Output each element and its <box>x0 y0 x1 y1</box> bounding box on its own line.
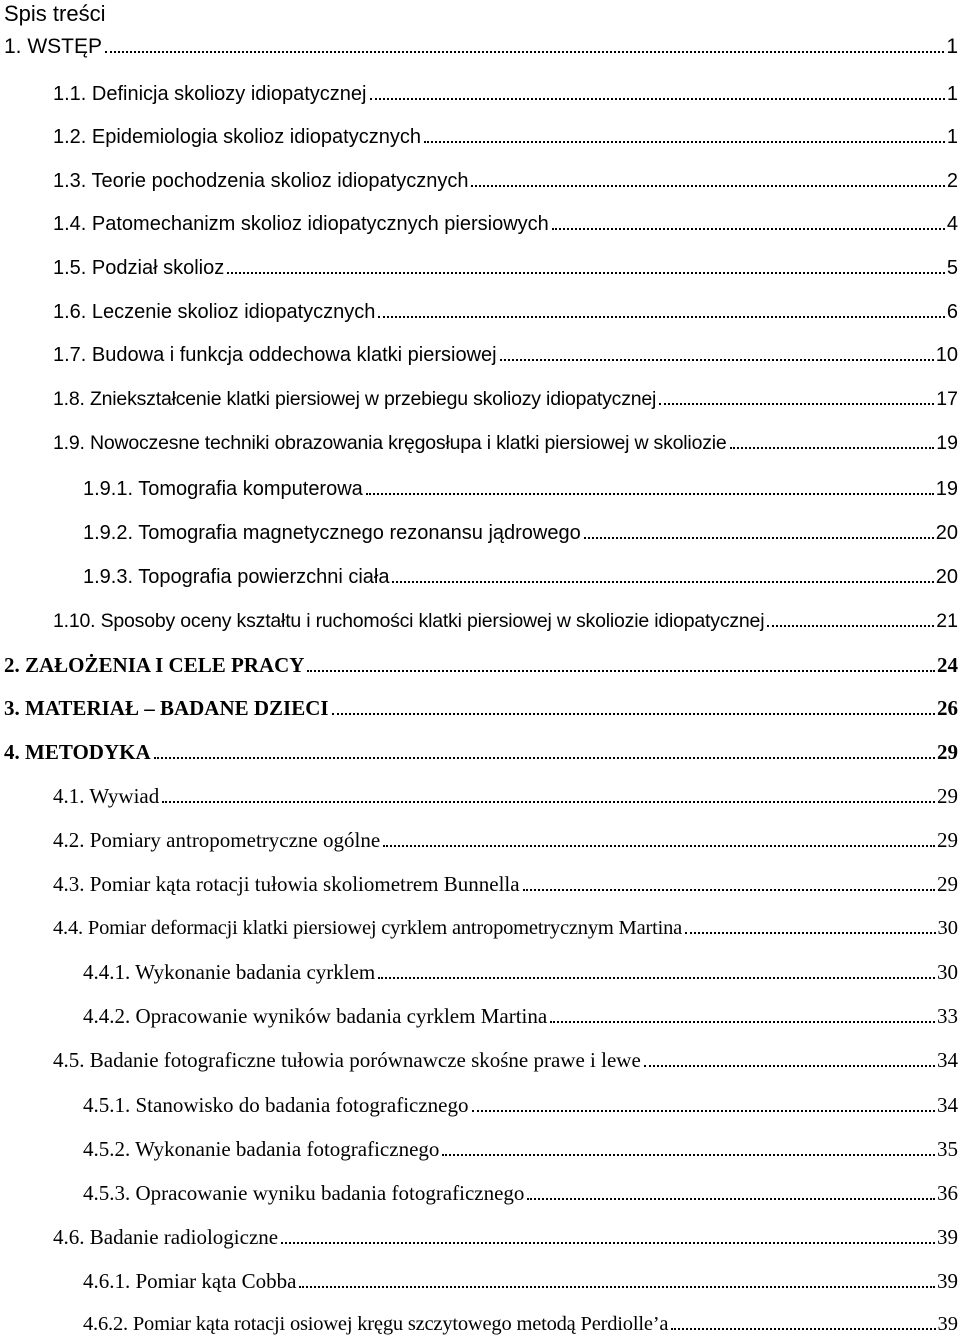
dot-leader <box>162 801 935 803</box>
toc-entry-page: 24 <box>937 653 958 677</box>
dot-leader <box>378 977 935 979</box>
dot-leader <box>584 537 934 539</box>
toc-entry-page: 21 <box>936 610 958 632</box>
toc-entry-title: 2. ZAŁOŻENIA I CELE PRACY <box>4 653 305 677</box>
toc-entry-4-5-2[interactable] <box>83 1134 958 1164</box>
toc-entry-title: 4.2. Pomiary antropometryczne ogólne <box>53 828 381 852</box>
toc-entry-4-4[interactable] <box>53 913 958 943</box>
toc-entry-title: 4.5.1. Stanowisko do badania fotograficznego <box>83 1093 469 1117</box>
toc-entry-page: 17 <box>936 388 958 410</box>
dot-leader <box>644 1065 935 1067</box>
toc-entry-title: 1.5. Podział skolioz <box>53 257 225 279</box>
toc-entry-page: 29 <box>937 740 958 764</box>
dot-leader <box>370 98 945 100</box>
dot-leader <box>550 1021 935 1023</box>
toc-entry-page: 2 <box>946 170 958 192</box>
dot-leader <box>523 889 935 891</box>
toc-entry-chapter-3[interactable] <box>4 693 958 723</box>
dot-leader <box>500 359 934 361</box>
toc-entry-title: 4.6. Badanie radiologiczne <box>53 1225 279 1249</box>
toc-entry-title: 4. METODYKA <box>4 740 151 764</box>
dot-leader <box>442 1154 935 1156</box>
dot-leader <box>378 316 944 318</box>
toc-entry-title: 1.9.2. Tomografia magnetycznego rezonansu jądrowego <box>83 522 581 544</box>
toc-entry-page: 34 <box>937 1093 958 1117</box>
toc-entry-4-6-1[interactable] <box>83 1266 958 1296</box>
toc-entry-1-8[interactable] <box>53 384 958 414</box>
toc-entry-title: 1.3. Teorie pochodzenia skolioz idiopatycznych <box>53 170 469 192</box>
dot-leader <box>671 1328 935 1330</box>
toc-entry-page: 5 <box>946 257 958 279</box>
toc-entry-title: 1.9.1. Tomografia komputerowa <box>83 478 363 500</box>
toc-entry-title: 4.5.2. Wykonanie badania fotograficznego <box>83 1137 440 1161</box>
toc-entry-page: 36 <box>937 1181 958 1205</box>
dot-leader <box>472 1110 936 1112</box>
dot-leader <box>383 845 935 847</box>
dot-leader <box>105 51 944 53</box>
toc-entry-title: 1.4. Patomechanizm skolioz idiopatycznych piersiowych <box>53 213 549 235</box>
toc-entry-chapter-2[interactable] <box>4 650 958 680</box>
toc-entry-page: 20 <box>935 566 958 588</box>
toc-entry-1-5[interactable] <box>53 253 958 283</box>
toc-entry-1-3[interactable] <box>53 166 958 196</box>
dot-leader <box>227 272 945 274</box>
toc-entry-1-9-2[interactable] <box>83 518 958 548</box>
toc-entry-page: 4 <box>946 213 958 235</box>
toc-entry-title: 1.9. Nowoczesne techniki obrazowania kręgosłupa i klatki piersiowej w skoliozie <box>53 432 727 454</box>
toc-entry-1-10[interactable] <box>53 606 958 636</box>
toc-entry-page: 19 <box>935 478 958 500</box>
toc-entry-title: 1.10. Sposoby oceny kształtu i ruchomości klatki piersiowej w skoliozie idiopatycznej <box>53 610 765 632</box>
toc-entry-title: 4.5. Badanie fotograficzne tułowia porównawcze skośne prawe i lewe <box>53 1048 641 1072</box>
toc-heading: Spis treści <box>4 1 106 26</box>
toc-entry-title: 4.3. Pomiar kąta rotacji tułowia skoliometrem Bunnella <box>53 872 520 896</box>
dot-leader <box>527 1198 935 1200</box>
toc-entry-page: 26 <box>937 696 958 720</box>
toc-entry-chapter-4[interactable] <box>4 737 958 767</box>
toc-entry-4-6[interactable] <box>53 1222 958 1252</box>
toc-entry-page: 1 <box>946 35 958 58</box>
toc-entry-4-5-3[interactable] <box>83 1178 958 1208</box>
toc-entry-page: 35 <box>937 1137 958 1161</box>
dot-leader <box>332 713 935 715</box>
dot-leader <box>154 757 935 759</box>
toc-entry-1-4[interactable] <box>53 209 958 239</box>
toc-entry-page: 29 <box>937 784 958 808</box>
toc-entry-title: 1.7. Budowa i funkcja oddechowa klatki piersiowej <box>53 344 497 366</box>
toc-entry-title: 4.4. Pomiar deformacji klatki piersiowej cyrklem antropometrycznym Martina <box>53 917 683 939</box>
dot-leader <box>424 141 945 143</box>
toc-entry-4-1[interactable] <box>53 781 958 811</box>
dot-leader <box>392 581 933 583</box>
toc-entry-page: 29 <box>937 872 958 896</box>
toc-entry-title: 1.9.3. Topografia powierzchni ciała <box>83 566 390 588</box>
toc-entry-page: 33 <box>937 1004 958 1028</box>
toc-entry-title: 1.6. Leczenie skolioz idiopatycznych <box>53 301 376 323</box>
dot-leader <box>366 493 934 495</box>
toc-entry-title: 4.4.1. Wykonanie badania cyrklem <box>83 960 376 984</box>
toc-entry-page: 30 <box>937 917 958 939</box>
dot-leader <box>659 403 934 405</box>
dot-leader <box>307 670 935 672</box>
dot-leader <box>730 447 935 449</box>
toc-entry-1-7[interactable] <box>53 340 958 370</box>
toc-entry-title: 4.5.3. Opracowanie wyniku badania fotograficznego <box>83 1181 525 1205</box>
toc-entry-4-5-1[interactable] <box>83 1090 958 1120</box>
toc-entry-title: 4.4.2. Opracowanie wyników badania cyrklem Martina <box>83 1004 548 1028</box>
toc-entry-4-6-2[interactable] <box>83 1309 958 1339</box>
toc-entry-title: 4.6.1. Pomiar kąta Cobba <box>83 1269 297 1293</box>
toc-entry-1-6[interactable] <box>53 297 958 327</box>
toc-entry-title: 4.6.2. Pomiar kąta rotacji osiowej kręgu szczytowego metodą Perdiolle’a <box>83 1313 669 1335</box>
toc-entry-page: 1 <box>946 83 958 105</box>
toc-entry-4-4-2[interactable] <box>83 1001 958 1031</box>
toc-entry-4-2[interactable] <box>53 825 958 855</box>
toc-entry-page: 29 <box>937 828 958 852</box>
toc-entry-4-4-1[interactable] <box>83 957 958 987</box>
toc-entry-page: 20 <box>935 522 958 544</box>
toc-entry-page: 39 <box>937 1269 958 1293</box>
toc-entry-4-5[interactable] <box>53 1045 958 1075</box>
toc-entry-page: 1 <box>946 126 958 148</box>
toc-entry-1-9-3[interactable] <box>83 562 958 592</box>
toc-entry-chapter-1[interactable] <box>4 32 958 62</box>
toc-entry-1-9[interactable] <box>53 428 958 458</box>
toc-entry-page: 30 <box>937 960 958 984</box>
toc-entry-1-1[interactable] <box>53 79 958 109</box>
toc-entry-page: 34 <box>937 1048 958 1072</box>
toc-entry-1-9-1[interactable] <box>83 474 958 504</box>
toc-entry-title: 1.2. Epidemiologia skolioz idiopatycznych <box>53 126 421 148</box>
dot-leader <box>299 1286 935 1288</box>
toc-entry-page: 10 <box>935 344 958 366</box>
toc-entry-page: 39 <box>937 1225 958 1249</box>
toc-entry-title: 1. WSTĘP <box>4 35 103 58</box>
toc-entry-title: 1.8. Zniekształcenie klatki piersiowej w przebiegu skoliozy idiopatycznej <box>53 388 657 410</box>
toc-entry-1-2[interactable] <box>53 122 958 152</box>
toc-entry-title: 3. MATERIAŁ – BADANE DZIECI <box>4 696 329 720</box>
toc-entry-page: 19 <box>936 432 958 454</box>
dot-leader <box>552 228 945 230</box>
dot-leader <box>281 1242 935 1244</box>
dot-leader <box>767 625 934 627</box>
dot-leader <box>685 932 935 934</box>
toc-entry-title: 1.1. Definicja skoliozy idiopatycznej <box>53 83 367 105</box>
toc-entry-title: 4.1. Wywiad <box>53 784 160 808</box>
toc-entry-page: 39 <box>937 1313 958 1335</box>
toc-entry-4-3[interactable] <box>53 869 958 899</box>
toc-entry-page: 6 <box>946 301 958 323</box>
dot-leader <box>471 185 944 187</box>
